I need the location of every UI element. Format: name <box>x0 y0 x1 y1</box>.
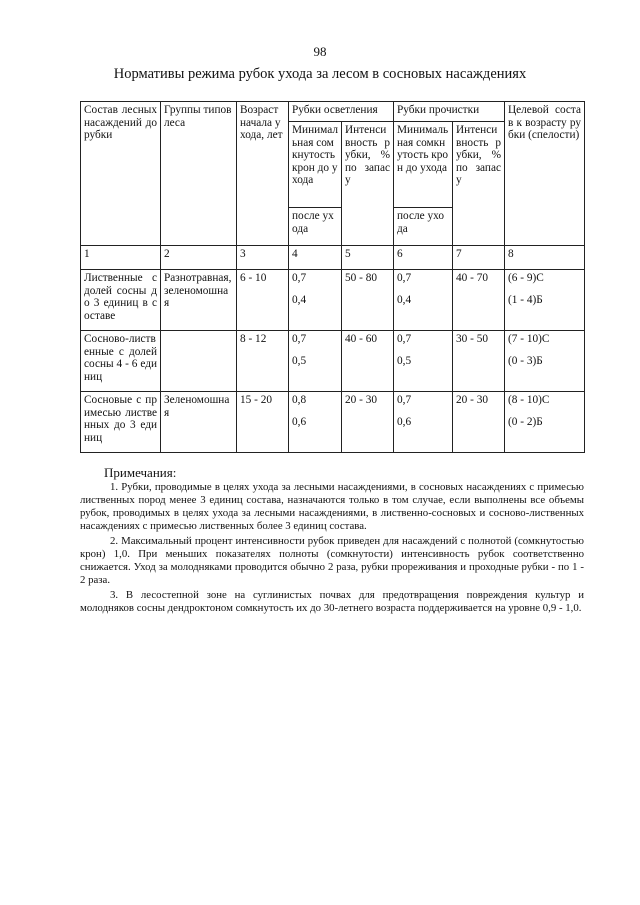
header-cleaning-min-closure: Минимальная сомкнутость крон до ухода <box>394 122 453 208</box>
cell-cleaning-intensity: 20 - 30 <box>453 392 505 453</box>
column-number: 5 <box>342 246 394 270</box>
cell-composition: Сосново-лиственные с долей сосны 4 - 6 единиц <box>81 331 161 392</box>
header-clearing-cuts: Рубки осветления <box>289 102 394 122</box>
cell-clearing-closure <box>289 331 342 392</box>
header-clearing-min-closure: Минимальная сомкнутость крон до ухода <box>289 122 342 208</box>
header-age: Возраст начала ухода, лет <box>237 102 289 246</box>
closure-before: 0,7 <box>397 272 412 284</box>
target-pine: (7 - 10)С <box>508 333 550 345</box>
page-number: 98 <box>313 44 327 59</box>
cell-forest-type: Разнотравная, зеленомошная <box>161 270 237 331</box>
header-cleaning-cuts: Рубки прочистки <box>394 102 505 122</box>
closure-after: 0,5 <box>292 354 307 367</box>
closure-after: 0,5 <box>397 354 412 367</box>
note-paragraph: 3. В лесостепной зоне на суглинистых почвах для предотвращения повреждения культур и молодняков сосны дендроктоном сомкнутость их до 30-летнего возраста поддерживается на уровне 0,9 - 1,0. <box>80 589 584 614</box>
target-pine: (8 - 10)С <box>508 394 550 406</box>
target-birch: (0 - 2)Б <box>508 415 543 428</box>
column-number: 2 <box>161 246 237 270</box>
column-numbers-row <box>81 246 585 270</box>
header-cleaning-after: после ухода <box>394 208 453 246</box>
cell-clearing-intensity: 50 - 80 <box>342 270 394 331</box>
target-pine: (6 - 9)С <box>508 272 544 284</box>
column-number: 4 <box>289 246 342 270</box>
note-paragraph: 1. Рубки, проводимые в целях ухода за лесными насаждениями, в сосновых насаждениях с примесью лиственных пород менее 3 единиц состава, назначаются только в том случае, если выполнены все объемы рубок, проводимых в целях ухода за лесными насаждениями, в лиственно-сосновых и сосново-лиственных насаждениях с примесью лиственных более 3 единиц состава. <box>80 481 584 532</box>
cell-composition: Лиственные с долей сосны до 3 единиц в составе <box>81 270 161 331</box>
cell-clearing-closure <box>289 392 342 453</box>
table-row <box>81 331 585 392</box>
column-number: 6 <box>394 246 453 270</box>
cell-clearing-closure <box>289 270 342 331</box>
column-number: 1 <box>81 246 161 270</box>
closure-before: 0,7 <box>397 394 412 406</box>
closure-after: 0,4 <box>292 293 307 306</box>
cell-clearing-intensity: 20 - 30 <box>342 392 394 453</box>
notes-section <box>80 466 584 617</box>
cell-age: 6 - 10 <box>237 270 289 331</box>
header-composition: Состав лесных насаждений до рубки <box>81 102 161 246</box>
closure-before: 0,7 <box>292 333 307 345</box>
column-number: 3 <box>237 246 289 270</box>
header-target-composition: Целевой состав к возрасту рубки (спелости) <box>505 102 585 246</box>
cell-cleaning-intensity: 30 - 50 <box>453 331 505 392</box>
note-paragraph: 2. Максимальный процент интенсивности рубок приведен для насаждений с полнотой (сомкнутостью крон) 1,0. При меньших показателях полноты (сомкнутости) интенсивность рубок соответственно снижается. Уход за молодняками проводится обычно 2 раза, рубки прореживания и проходные рубки - по 1 - 2 раза. <box>80 535 584 586</box>
cell-clearing-intensity: 40 - 60 <box>342 331 394 392</box>
column-number: 7 <box>453 246 505 270</box>
target-birch: (0 - 3)Б <box>508 354 543 367</box>
header-clearing-after: после ухода <box>289 208 342 246</box>
cell-composition: Сосновые с примесью лиственных до 3 единиц <box>81 392 161 453</box>
cell-forest-type <box>161 331 237 392</box>
target-birch: (1 - 4)Б <box>508 293 543 306</box>
cell-cleaning-closure <box>394 270 453 331</box>
header-clearing-intensity: Интенсивность рубки, % по запасу <box>342 122 394 246</box>
closure-after: 0,6 <box>397 415 412 428</box>
column-number: 8 <box>505 246 585 270</box>
table-row <box>81 270 585 331</box>
cell-cleaning-closure <box>394 392 453 453</box>
notes-heading: Примечания: <box>104 465 177 480</box>
cell-age: 8 - 12 <box>237 331 289 392</box>
header-cleaning-intensity: Интенсивность рубки, % по запасу <box>453 122 505 246</box>
closure-after: 0,6 <box>292 415 307 428</box>
closure-before: 0,7 <box>292 272 307 284</box>
closure-before: 0,7 <box>397 333 412 345</box>
cell-cleaning-intensity: 40 - 70 <box>453 270 505 331</box>
cell-forest-type: Зеленомошная <box>161 392 237 453</box>
page-title: Нормативы режима рубок ухода за лесом в сосновых насаждениях <box>113 66 527 82</box>
closure-after: 0,4 <box>397 293 412 306</box>
header-forest-type: Группы типов леса <box>161 102 237 246</box>
closure-before: 0,8 <box>292 394 307 406</box>
norms-table <box>80 101 585 453</box>
cell-age: 15 - 20 <box>237 392 289 453</box>
table-row <box>81 392 585 453</box>
cell-cleaning-closure <box>394 331 453 392</box>
cell-target-composition <box>505 331 585 392</box>
cell-target-composition <box>505 392 585 453</box>
cell-target-composition <box>505 270 585 331</box>
